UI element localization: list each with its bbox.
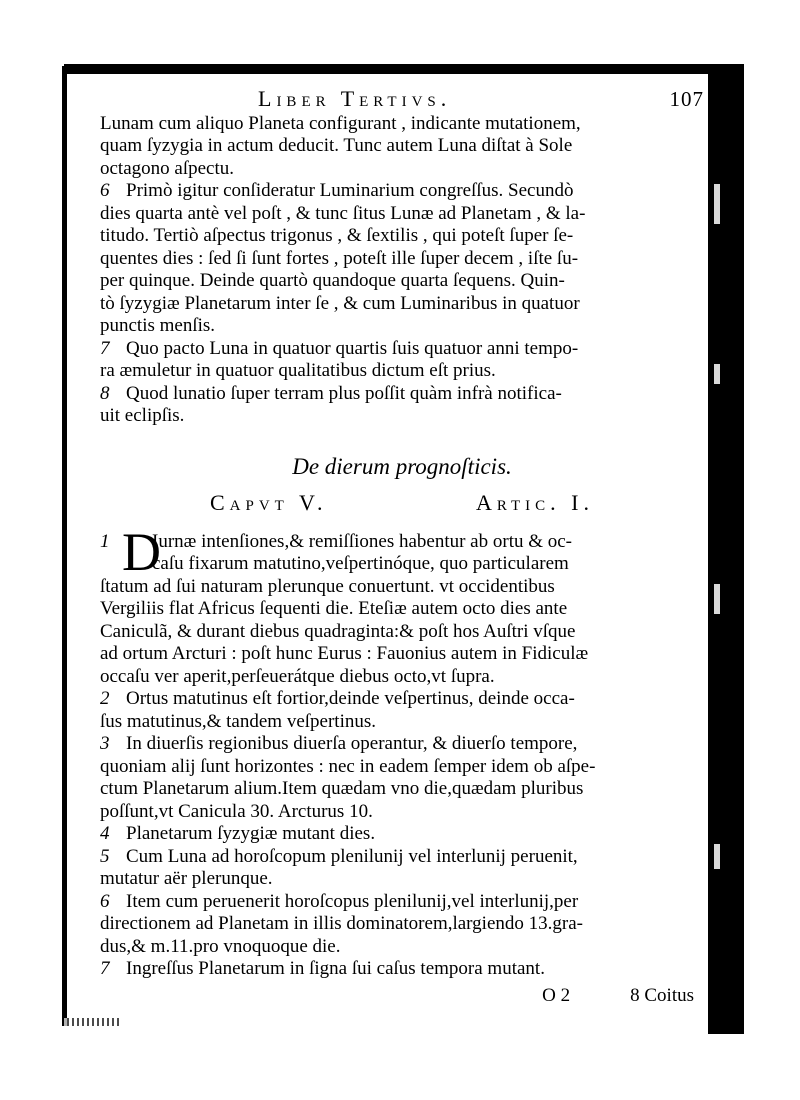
text-line: 6 Primò igitur conſideratur Luminarium congreſſus. Secundò <box>100 180 574 201</box>
text-line: uit eclipſis. <box>100 405 185 426</box>
article-7 <box>100 958 704 981</box>
text-line: Vergiliis flat Africus ſequenti die. Eteſiæ autem octo dies ante <box>100 598 568 619</box>
scan-edge-noise <box>62 1018 122 1026</box>
text-line: ſus matutinus,& tandem veſpertinus. <box>100 710 376 732</box>
item-number: 8 <box>100 382 110 404</box>
item-number: 1 <box>100 530 110 552</box>
scan-border-top <box>64 64 736 74</box>
text-line: mutatur aër plerunque. <box>100 868 273 889</box>
text-line: Iurnæ intenſiones,& remiſſiones habentur ab ortu & oc- <box>152 530 573 552</box>
text-line: 3 In diuerſis regionibus diuerſa operantur, & diuerſo tempore, <box>100 733 578 754</box>
item-number: 7 <box>100 337 110 359</box>
running-header <box>100 88 704 111</box>
text-line: Caniculã, & durant diebus quadraginta:& poſt hos Auſtri vſque <box>100 620 576 642</box>
signature-mark: O 2 <box>542 984 571 1006</box>
text-line: dus,& m.11.pro vnoquoque die. <box>100 935 341 957</box>
text-line: 7 Quo pacto Luna in quatuor quartis ſuis quatuor anni tempo- <box>100 337 579 359</box>
scan-border-right <box>708 64 744 1034</box>
text-line: ad ortum Arcturi : poſt hunc Eurus : Fauonius autem in Fidiculæ <box>100 643 589 664</box>
item-number: 2 <box>100 688 110 709</box>
page-number: 107 <box>669 87 704 111</box>
item-7 <box>100 338 704 383</box>
article-4 <box>100 823 704 846</box>
item-number: 6 <box>100 180 110 201</box>
chapter-heading <box>100 492 704 515</box>
text-line: directionem ad Planetam in illis dominatorem,largiendo 13.gra- <box>100 913 583 934</box>
catchword: 8 Coitus <box>630 984 694 1006</box>
text-line: ctum Planetarum alium.Item quædam vno die,quædam pluribus <box>100 778 584 799</box>
book-page <box>100 88 704 1007</box>
drop-cap: D <box>122 521 161 582</box>
caput-label: Capvt V. <box>210 490 328 515</box>
text-line: caſu fixarum matutino,veſpertinóque, quo particularem <box>152 553 569 574</box>
item-number: 3 <box>100 733 110 754</box>
text-line: punctis menſis. <box>100 315 216 336</box>
text-line: Lunam cum aliquo Planeta configurant , indicante mutationem, <box>100 112 581 134</box>
article-5 <box>100 846 704 891</box>
article-2 <box>100 688 704 733</box>
item-number: 4 <box>100 823 110 844</box>
text-line: ſtatum ad ſui naturam plerunque conuertunt. vt occidentibus <box>100 575 555 597</box>
text-line: per quinque. Deinde quartò quandoque quarta ſequens. Quin- <box>100 270 565 291</box>
artic-label: Artic. I. <box>476 490 594 515</box>
text-line: tò ſyzygiæ Planetarum inter ſe , & cum Luminaribus in quatuor <box>100 292 580 314</box>
text-line: dies quarta antè vel poſt , & tunc ſitus Lunæ ad Planetam , & la- <box>100 202 586 224</box>
text-line: octagono aſpectu. <box>100 157 235 179</box>
text-line: 2 Ortus matutinus eſt fortior,deinde veſpertinus, deinde occa- <box>100 688 575 709</box>
intro-paragraph <box>100 113 704 181</box>
text-line: titudo. Tertiò aſpectus trigonus , & ſextilis , qui poteſt ſuper ſe- <box>100 225 574 246</box>
item-6 <box>100 180 704 338</box>
text-line: quam ſyzygia in actum deducit. Tunc autem Luna diſtat à Sole <box>100 135 573 156</box>
item-8 <box>100 383 704 428</box>
text-line: ra æmuletur in quatuor qualitatibus dictum eſt prius. <box>100 360 496 381</box>
text-line: poſſunt,vt Canicula 30. Arcturus 10. <box>100 800 373 822</box>
text-line: 4 Planetarum ſyzygiæ mutant dies. <box>100 823 376 844</box>
item-number: 5 <box>100 845 110 867</box>
scan-border-left <box>62 66 67 1026</box>
text-line: 6 Item cum peruenerit horoſcopus plenilunij,vel interlunij,per <box>100 890 579 912</box>
page-footer <box>100 985 704 1008</box>
text-line: quoniam alij ſunt horizontes : nec in eadem ſemper idem ob aſpe- <box>100 755 596 777</box>
text-line: quentes dies : ſed ſi ſunt fortes , poteſt ille ſuper decem , iſte ſu- <box>100 247 579 269</box>
text-line: occaſu ver aperit,perſeuerátque diebus octo,vt ſupra. <box>100 665 495 687</box>
article-1 <box>100 521 704 689</box>
text-line: 8 Quod lunatio ſuper terram plus poſſit quàm infrà notifica- <box>100 382 562 404</box>
item-number: 7 <box>100 958 110 979</box>
article-6 <box>100 891 704 959</box>
article-3 <box>100 733 704 823</box>
item-number: 6 <box>100 890 110 912</box>
section-title: De dierum prognoſticis. <box>292 453 512 479</box>
running-title: Liber Tertivs. <box>258 86 452 111</box>
text-line: 5 Cum Luna ad horoſcopum plenilunij vel interlunij peruenit, <box>100 845 578 867</box>
text-line: 7 Ingreſſus Planetarum in ſigna ſui caſus tempora mutant. <box>100 958 545 979</box>
